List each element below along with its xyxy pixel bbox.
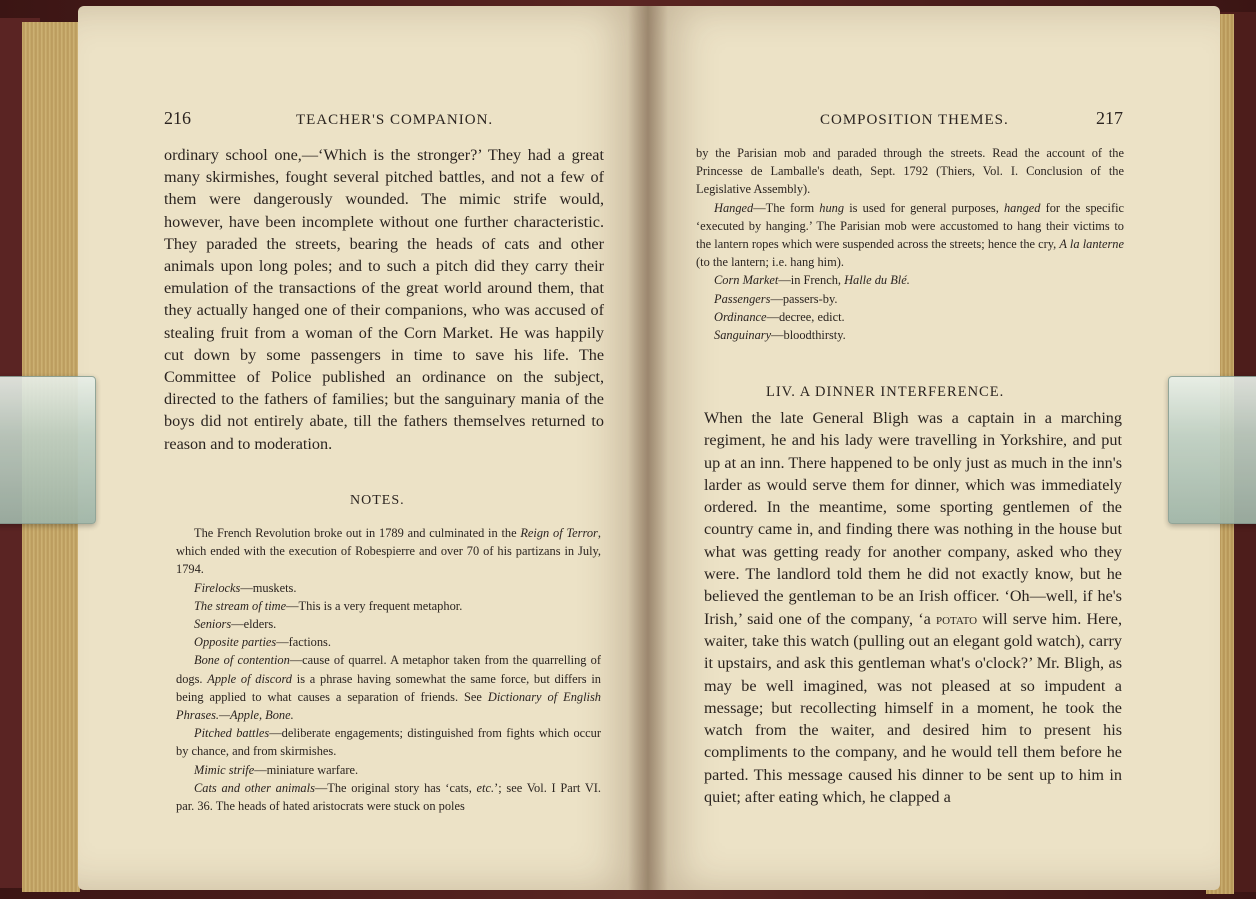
left-page-number: 216 [164,108,191,128]
gloss-item: Passengers—passers-by. [714,291,838,306]
note-hanged: Hanged—The form hung is used for general purposes, hanged for the specific ‘executed by hanging.’ The Parisian mob were accustomed to hang their victims to the lantern ropes which were suspended across the streets; hence the cry, A la lanterne (to the lantern; i.e. hang him). [696,200,1125,270]
continued-note: by the Parisian mob and paraded through the streets. Read the account of the Princesse de Lamballe's death, Sept. 1792 (Thiers, Vol. I. Conclusion of the Legislative Assembly). [696,146,1124,197]
note-item: Cats and other animals—The original story has ‘cats, etc.’; see Vol. I Part VI. par. 36. The heads of hated aristocrats were stuck on poles [176,780,602,814]
note-item: The stream of time—This is a very frequent metaphor. [194,598,463,613]
note-item: The French Revolution broke out in 1789 and culminated in the Reign of Terror, which ended with the execution of Robespierre and over 70 of his partizans in July, 1794. [176,526,601,577]
note-item: Pitched battles—deliberate engagements; distinguished from fights which occur by chance, and from skirmishes. [176,726,601,759]
note-item: Firelocks—muskets. [194,580,297,595]
notes-block [176,524,601,815]
gloss-item: Sanguinary—bloodthirsty. [714,328,846,343]
left-body-text [164,144,604,455]
note-item: Bone of contention—cause of quarrel. A metaphor taken from the quarrelling of dogs. Apple of discord is a phrase having somewhat the same force, but differs in being applied to what causes a separation of friends. See Dictionary of English Phrases.—Apple, Bone. [176,653,602,723]
note-item: Opposite parties—factions. [194,635,331,650]
right-page-clip [1168,376,1256,524]
section-heading: LIV. A DINNER INTERFERENCE. [766,384,1005,400]
right-notes-continued [696,144,1124,344]
book-gutter [628,6,668,890]
left-page-clip [0,376,96,524]
gloss-item: Corn Market—in French, Halle du Blé. [714,273,910,288]
story-paragraph: When the late General Bligh was a captain in a marching regiment, he and his lady were travelling in Yorkshire, and put up at an inn. There happened to be only just as much in the inn's larder as would serve them for dinner, which was immediately ordered. In the meantime, some sporting gentlemen of the country came in, and finding there was nothing in the house but what was getting ready for another company, asked who they were. The landlord told them he did not exactly know, but he believed the gentleman to be an Irish officer. ‘Oh—well, if he's Irish,’ said one of the company, ‘a potato will serve him. Here, waiter, take this watch (pulling out an elegant gold watch), carry it upstairs, and ask this gentleman what's o'clock?’ Mr. Bligh, as may be well imagined, was not pleased at so impudent a message; but recollecting himself in a moment, he took the watch from the waiter, and desired him to present his compliments to the company, and he would tell them before he parted. This message caused his dinner to be sent up to him in quiet; after eating which, he clapped a [704,409,1122,807]
note-item: Mimic strife—miniature warfare. [194,762,359,777]
left-paragraph: ordinary school one,—‘Which is the stronger?’ They had a great many skirmishes, fought several pitched battles, and not a few of them were dangerously wounded. The mimic strife would, however, have been incomplete without one further characteristic. They paraded the streets, bearing the heads of cats and other animals upon long poles; and to such a pitch did they carry their emulation of the transactions of the great world around them, that they actually hanged one of their companions, who was accused of stealing fruit from a woman of the Corn Market. He was happily cut down by some passengers in time to save his life. The Committee of Police published an ordinance on the subject, directed to the fathers of families; but the sanguinary mania of the boys did not entirely abate, till the fathers themselves returned to reason and to moderation. [164,146,604,453]
gloss-item: Ordinance—decree, edict. [714,309,845,324]
right-body-text [704,407,1122,808]
left-running-head: TEACHER'S COMPANION. [296,112,494,128]
notes-heading: NOTES. [350,493,405,508]
note-item: Seniors—elders. [194,617,277,632]
right-page-number: 217 [1096,108,1123,128]
right-running-head: COMPOSITION THEMES. [820,112,1009,128]
